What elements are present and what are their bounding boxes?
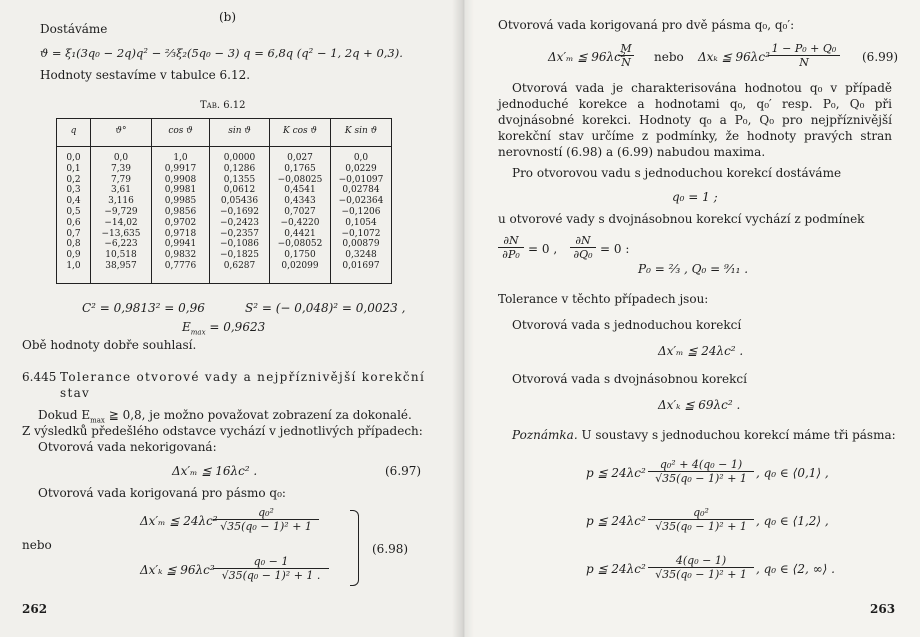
table-cell: −0,02364 [338,196,384,207]
table-cell: 0,1750 [284,250,316,261]
table-cell: 0,02784 [342,185,380,196]
paragraph-line: Dokud $E_{max}$ ≧ 0,8, je možno považovat zobrazení za dokonalé. [38,408,412,425]
table-cell: 0,01697 [342,260,380,271]
table-cell: 1,0 [173,153,188,163]
table-cell: 0,3248 [345,250,377,261]
equation-q0: q₀ = 1 ; [672,190,718,204]
equation-number: (6.97) [385,464,422,478]
band-equation-fraction: $\frac{\text{q₀²}}{\text{√35(q₀ − 1)² + 1}}$ [648,506,754,533]
table-cell: 0,6 [66,217,81,228]
table-cell: 0,02099 [281,260,319,271]
equation-emax: $E_{max} = 0,9623$ [182,320,266,337]
equation-6-97: Δx′ₘ ≦ 16λc² . [172,464,258,478]
equation-6-99-lhs: Δx′ₘ ≦ 96λc² [548,50,626,64]
equation-pq: P₀ = ⅔ , Q₀ = ⁹⁄₁₁ . [638,262,749,276]
book-gutter [452,0,474,637]
data-table-6-12 [56,118,392,284]
table-cell: 0,4421 [284,228,316,239]
table-cell: −0,1692 [219,206,260,217]
table-cell: −14,02 [104,217,138,228]
table-header-cos: cos ϑ [168,126,193,136]
equation-6-98a-fraction: $\frac{\text{q₀²}}{\text{√35(q₀ − 1)² + 1}}$ [213,506,319,533]
section-title-cont: stav [60,386,91,400]
table-cell: 7,39 [110,163,132,174]
table-cell: −13,635 [101,228,141,239]
table-cell: 0,9856 [164,206,197,217]
band-equation-fraction: $\frac{\text{q₀² + 4(q₀ − 1)}}{\text{√35(q₀ − 1)² + 1}}$ [648,458,754,485]
equation-c2: C² = 0,9813² = 0,96 [82,301,205,315]
condition-fraction: $\frac{\partial N}{\text{∂Q₀}}$ [570,234,596,261]
table-cell: 0,9702 [164,217,197,228]
condition-fraction: $\frac{\partial N}{\text{∂P₀}}$ [498,234,524,261]
table-cell: 0,0 [353,153,369,163]
table-cell: 0,1355 [223,174,256,185]
table-cell: −0,1825 [219,250,260,261]
table-cell: 0,9832 [164,250,197,261]
table-header-ksin: K sin ϑ [344,126,378,136]
nebo-text: nebo [22,538,52,552]
table-column-cos [152,153,209,272]
right-brace [350,510,359,586]
table-cell: 3,116 [108,196,134,207]
table-cell: 0,7776 [164,260,197,271]
table-cell: 0,9917 [164,163,197,174]
paragraph-line: Z výsledků předešlého odstavce vychází v jednotlivých případech: [22,424,423,438]
equation-6-99-mid: Δxₖ ≦ 96λc² [698,50,770,64]
paragraph-line: Otvorová vada nekorigovaná: [38,440,217,454]
table-cell: 0,5 [66,206,81,217]
table-caption: Tab. 6.12 [200,100,246,111]
page-number-left: 262 [22,602,48,616]
tolerance-equation: Δx′ₘ ≦ 24λc² . [658,344,744,358]
table-header-kcos: K cos ϑ [283,126,317,136]
table-cell: −0,08025 [277,174,323,185]
table-cell: −0,01097 [338,174,384,185]
table-cell: 0,0612 [223,185,256,196]
equation-6-98b-fraction: $\frac{\text{q₀ − 1}}{\text{√35(q₀ − 1)² + 1 .}}$ [213,555,329,582]
section-title: Tolerance otvorové vady a nejpříznivější korekční [60,370,426,384]
table-cell: 1,0 [66,260,81,271]
band-equation-lhs: p ≦ 24λc² [586,466,646,480]
condition-rhs: = 0 : [600,242,630,256]
table-cell: −0,2357 [219,228,260,239]
right-page [462,0,920,637]
table-cell: 0,6287 [223,260,256,271]
table-cell: −0,1086 [219,239,260,250]
equation-6-98a-lhs: Δx′ₘ ≦ 24λc² [140,514,218,528]
table-cell: −0,4220 [280,217,320,228]
table-cell: −0,1072 [341,228,381,239]
note-line: Poznámka. U soustavy s jednoduchou korekcí máme tři pásma: [512,428,896,442]
table-cell: 0,1 [66,163,81,174]
intro-text: Dostáváme [40,22,108,36]
paragraph-line: Otvorová vada korigovaná pro pásmo q₀: [38,486,286,500]
tolerance-heading: Tolerance v těchto případech jsou: [498,292,709,306]
agree-text: Obě hodnoty dobře souhlasí. [22,338,197,352]
table-cell: 0,1054 [345,217,377,228]
table-cell: −0,08052 [277,239,323,250]
nebo-text: nebo [654,50,684,64]
table-cell: 0,9908 [164,174,197,185]
table-intro: Hodnoty sestavíme v tabulce 6.12. [40,68,251,82]
section-number: 6.445 [22,370,57,384]
table-cell: 0,0 [66,153,81,163]
table-cell: 0,9 [66,250,81,261]
table-cell: 0,00879 [342,239,380,250]
condition-rhs: = 0 , [528,242,558,256]
table-cell: −9,729 [104,206,138,217]
table-cell: 0,8 [66,239,81,250]
table-cell: 0,9981 [164,185,197,196]
paragraph-line: Pro otvorovou vadu s jednoduchou korekcí dostáváme [512,166,842,180]
table-cell: 0,0229 [345,163,377,174]
table-cell: 0,05436 [220,196,259,207]
table-cell: 0,1286 [223,163,256,174]
equation-6-99-fraction: $\frac{M}{N}$ [618,42,634,69]
table-column-sin [210,153,269,272]
tolerance-equation: Δx′ₖ ≦ 69λc² . [658,398,741,412]
tolerance-case: Otvorová vada s jednoduchou korekcí [512,318,742,332]
band-equation-fraction: $\frac{\text{4(q₀ − 1)}}{\text{√35(q₀ − 1)² + 1}}$ [648,554,754,581]
table-cell: 0,0 [113,153,129,163]
tolerance-case: Otvorová vada s dvojnásobnou korekcí [512,372,747,386]
equation-number: (6.99) [862,50,899,64]
header-mark: (b) [219,10,237,24]
table-cell: 0,2 [66,174,81,185]
equation-6-99-fraction: $\frac{\text{1 − P₀ + Q₀}}{N}$ [768,42,840,69]
table-cell: −0,2423 [219,217,260,228]
table-cell: −0,1206 [341,206,381,217]
table-header-q: q [70,126,77,136]
band-range: , q₀ ∈ ⟨0,1⟩ , [756,466,829,480]
table-cell: 0,9941 [164,239,197,250]
table-cell: 0,4343 [284,196,316,207]
table-cell: 0,9718 [164,228,197,239]
equation-theta: ϑ = ξ₁(3q₀ − 2q)q² − ⅔ξ₂(5q₀ − 3) q = 6,8q (q² − 1, 2q + 0,3). [40,46,403,60]
paragraph-line: Otvorová vada korigovaná pro dvě pásma q₀, q₀′: [498,18,795,32]
page-number-right: 263 [870,602,896,616]
table-column-q [57,153,90,272]
table-header-theta: ϑ° [115,126,127,136]
table-cell: 7,79 [110,174,132,185]
table-cell: 0,027 [287,153,313,163]
band-equation-lhs: p ≦ 24λc² [586,562,646,576]
table-cell: 0,7 [66,228,81,239]
equation-6-98b-lhs: Δx′ₖ ≦ 96λc² [140,563,215,577]
table-cell: 3,61 [110,185,132,196]
equation-s2: S² = (− 0,048)² = 0,0023 , [245,301,406,315]
paragraph-line: u otvorové vady s dvojnásobnou korekcí vychází z podmínek [498,212,865,226]
table-cell: −6,223 [104,239,138,250]
band-range: , q₀ ∈ ⟨2, ∞⟩ . [756,562,835,576]
band-range: , q₀ ∈ ⟨1,2⟩ , [756,514,829,528]
band-equation-lhs: p ≦ 24λc² [586,514,646,528]
table-cell: 0,3 [66,185,81,196]
table-cell: 0,7027 [284,206,316,217]
table-cell: 10,518 [105,250,137,261]
table-header-sin: sin ϑ [228,126,251,136]
table-column-theta [91,153,151,272]
table-cell: 0,4541 [284,185,316,196]
equation-number: (6.98) [372,542,409,556]
table-cell: 0,9985 [164,196,197,207]
table-cell: 38,957 [105,260,137,271]
table-column-kcos [270,153,330,272]
table-column-ksin [331,153,391,272]
table-cell: 0,0000 [223,153,256,163]
table-cell: 0,4 [66,196,81,207]
table-cell: 0,1765 [284,163,316,174]
paragraph: Otvorová vada je charakterisována hodnotou q₀ v případě jednoduché korekce a hodnotami q₀, q₀′ resp. P₀, Q₀ při dvojnásobné korekci. Hodnoty q₀ a P₀, Q₀ pro nejpříznivější korekční stav určíme z podmínky, že hodnoty pravých stran nerovností (6.98) a (6.99) nabudou maxima. [498,81,892,159]
